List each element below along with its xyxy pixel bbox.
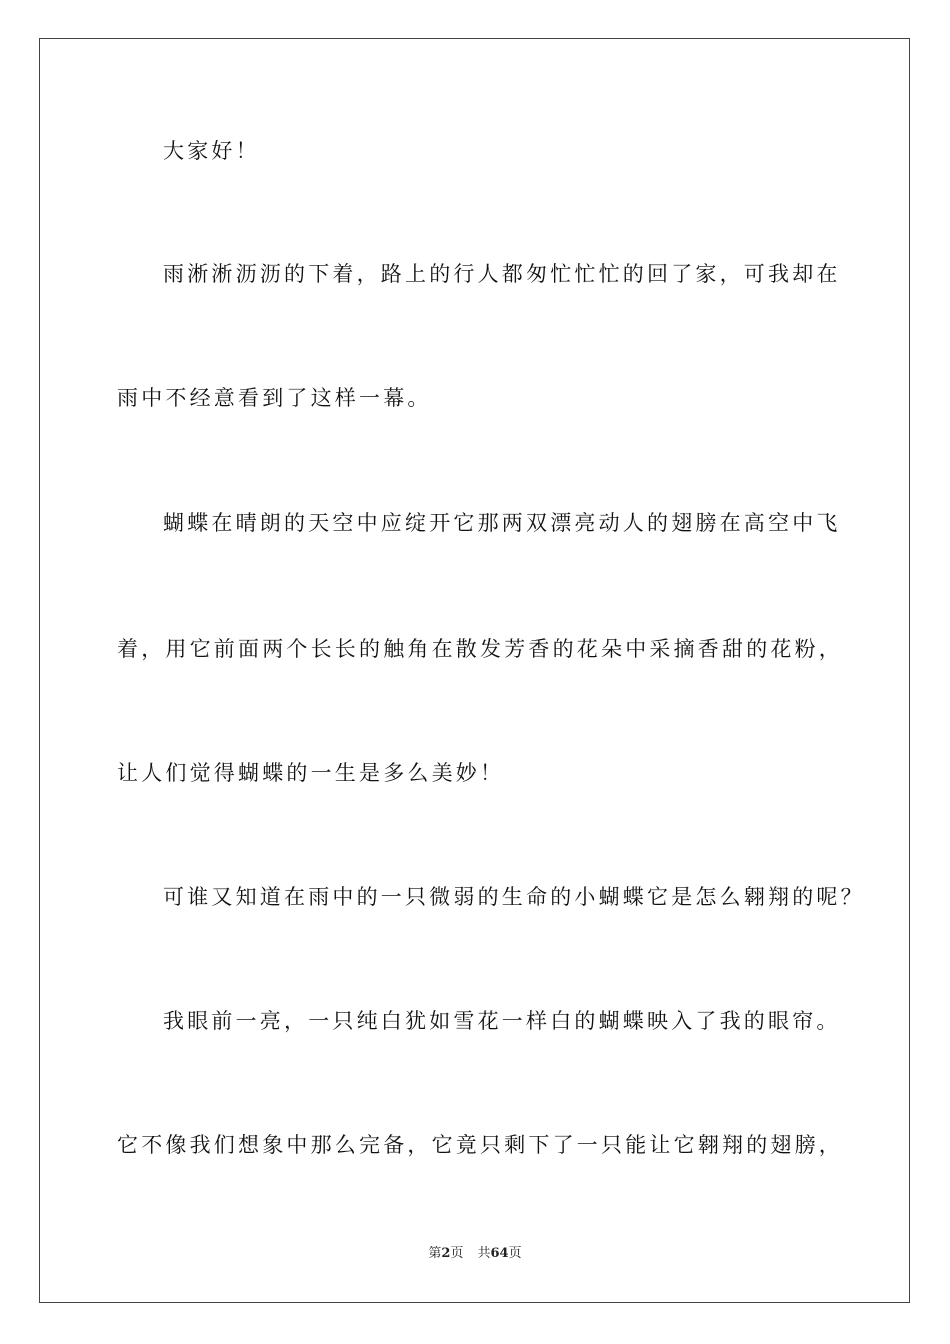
paragraph-line: 雨淅淅沥沥的下着，路上的行人都匆忙忙忙的回了家，可我却在 bbox=[163, 262, 841, 286]
page-border bbox=[39, 38, 910, 1303]
paragraph-line: 着，用它前面两个长长的触角在散发芳香的花朵中采摘香甜的花粉， bbox=[117, 637, 843, 661]
total-suffix: 页 bbox=[508, 1246, 522, 1261]
paragraph-line: 让人们觉得蝴蝶的一生是多么美妙！ bbox=[117, 761, 505, 785]
paragraph-line: 我眼前一亮，一只纯白犹如雪花一样白的蝴蝶映入了我的眼帘。 bbox=[163, 1009, 841, 1033]
page-suffix: 页 bbox=[450, 1246, 464, 1261]
page-footer bbox=[0, 1244, 950, 1264]
page-prefix: 第 bbox=[428, 1246, 442, 1261]
paragraph-line: 它不像我们想象中那么完备，它竟只剩下了一只能让它翱翔的翅膀， bbox=[117, 1133, 843, 1157]
paragraph-line: 雨中不经意看到了这样一幕。 bbox=[117, 386, 432, 410]
paragraph-greeting: 大家好！ bbox=[163, 139, 260, 163]
page-number: 2 bbox=[441, 1246, 451, 1261]
total-pages: 64 bbox=[490, 1246, 509, 1261]
paragraph-line: 蝴蝶在晴朗的天空中应绽开它那两双漂亮动人的翅膀在高空中飞 bbox=[163, 511, 841, 535]
paragraph-line: 可谁又知道在雨中的一只微弱的生命的小蝴蝶它是怎么翱翔的呢？ bbox=[163, 885, 865, 909]
total-prefix: 共 bbox=[477, 1246, 491, 1261]
